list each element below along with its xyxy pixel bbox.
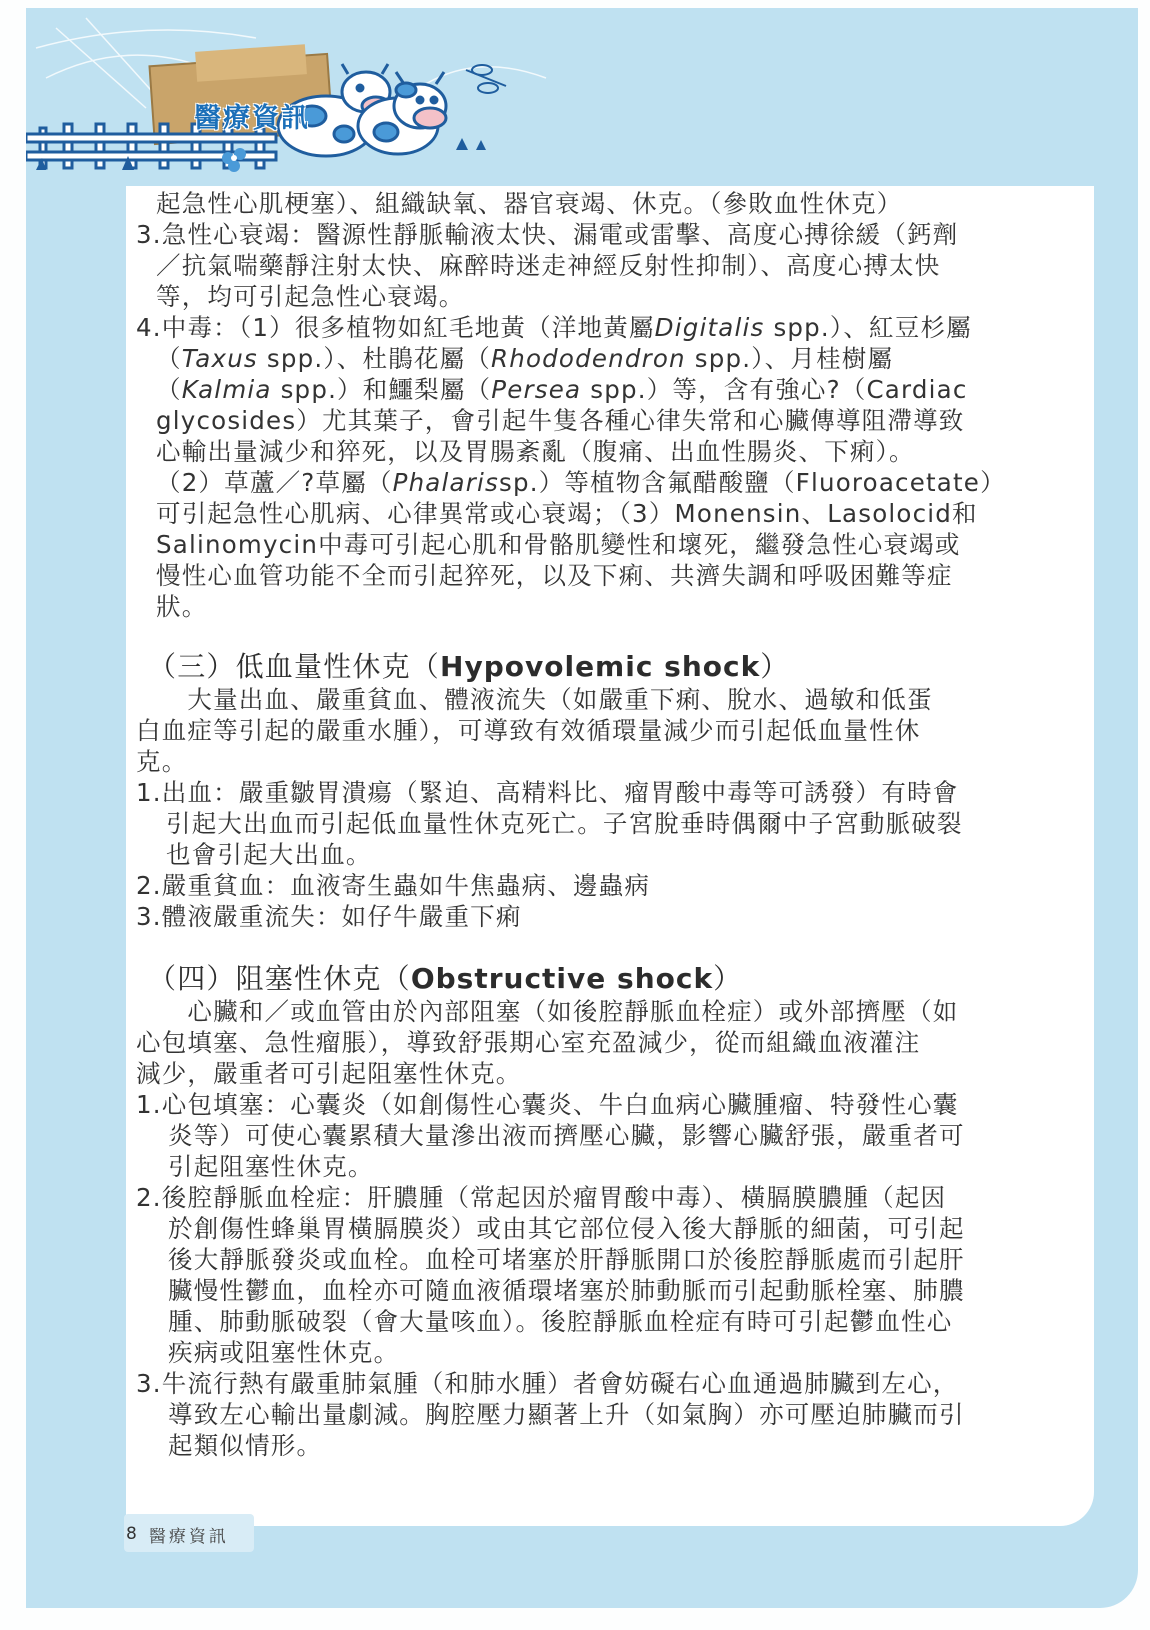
text-line: 心包填塞、急性瘤脹），導致舒張期心室充盈減少，從而組織血液灌注 xyxy=(136,1028,921,1057)
text-line: 疾病或阻塞性休克。 xyxy=(168,1338,400,1367)
text-line: 導致左心輸出量劇減。胸腔壓力顯著上升（如氣胸）亦可壓迫肺臟而引 xyxy=(168,1400,965,1429)
article-body xyxy=(136,188,1096,1461)
text-line: 起類似情形。 xyxy=(168,1431,323,1460)
text-line: 於創傷性蜂巢胃橫膈膜炎）或由其它部位侵入後大靜脈的細菌，可引起 xyxy=(168,1214,965,1243)
text-line: 引起阻塞性休克。 xyxy=(168,1152,374,1181)
section-heading: （四）阻塞性休克（Obstructive shock） xyxy=(148,962,743,995)
text-line: 心臟和／或血管由於內部阻塞（如後腔靜脈血栓症）或外部擠壓（如 xyxy=(136,997,959,1026)
dragonfly-icon xyxy=(466,65,506,93)
text-line: Salinomycin中毒可引起心肌和骨骼肌變性和壞死，繼發急性心衰竭或 xyxy=(156,530,961,559)
text-line: 也會引起大出血。 xyxy=(166,840,372,869)
text-line: 減少，嚴重者可引起阻塞性休克。 xyxy=(136,1059,522,1088)
text-line: 1.出血：嚴重皺胃潰瘍（緊迫、高精料比、瘤胃酸中毒等可誘發）有時會 xyxy=(136,778,959,807)
text-line: ／抗氣喘藥靜注射太快、麻醉時迷走神經反射性抑制）、高度心搏太快 xyxy=(156,251,941,280)
text-line: 臟慢性鬱血，血栓亦可隨血液循環堵塞於肺動脈而引起動脈栓塞、肺膿 xyxy=(168,1276,965,1305)
text-line: 後大靜脈發炎或血栓。血栓可堵塞於肝靜脈開口於後腔靜脈處而引起肝 xyxy=(168,1245,965,1274)
spacer xyxy=(136,622,1096,650)
text-line: 2.後腔靜脈血栓症：肝膿腫（常起因於瘤胃酸中毒）、橫膈膜膿腫（起因 xyxy=(136,1183,947,1212)
text-line: 3.急性心衰竭：醫源性靜脈輸液太快、漏電或雷擊、高度心搏徐緩（鈣劑 xyxy=(136,220,959,249)
page-footer xyxy=(126,1516,229,1552)
text-line: （Taxus spp.）、杜鵑花屬（Rhododendron spp.）、月桂樹屬 xyxy=(156,344,894,373)
text-line: 3.牛流行熱有嚴重肺氣腫（和肺水腫）者會妨礙右心血通過肺臟到左心， xyxy=(136,1369,959,1398)
text-line: 1.心包填塞：心囊炎（如創傷性心囊炎、牛白血病心臟腫瘤、特發性心囊 xyxy=(136,1090,959,1119)
text-line: （2）草蘆／?草屬（Phalarissp.）等植物含氟醋酸鹽（Fluoroacetate） xyxy=(156,468,1006,497)
text-line: 引起大出血而引起低血量性休克死亡。子宮脫垂時偶爾中子宮動脈破裂 xyxy=(166,809,963,838)
header-title: 醫療資訊 xyxy=(194,103,310,134)
cow-fence-illustration xyxy=(26,8,1138,186)
footer-label: 醫療資訊 xyxy=(148,1526,229,1547)
spacer xyxy=(136,932,1096,962)
text-line: 2.嚴重貧血：血液寄生蟲如牛焦蟲病、邊蟲病 xyxy=(136,871,651,900)
text-line: 腫、肺動脈破裂（會大量咳血）。後腔靜脈血栓症有時可引起鬱血性心 xyxy=(168,1307,953,1336)
page-number: 8 xyxy=(126,1524,137,1544)
text-line: 3.體液嚴重流失：如仔牛嚴重下痢 xyxy=(136,902,522,931)
text-line: （Kalmia spp.）和鱷梨屬（Persea spp.）等，含有強心?（Cardiac xyxy=(156,375,968,404)
header-banner xyxy=(26,8,1138,186)
text-line: 狀。 xyxy=(156,592,208,621)
text-line: 心輸出量減少和猝死，以及胃腸紊亂（腹痛、出血性腸炎、下痢）。 xyxy=(156,437,915,466)
text-line: 起急性心肌梗塞）、組織缺氧、器官衰竭、休克。（參敗血性休克） xyxy=(156,189,903,218)
text-line: 炎等）可使心囊累積大量滲出液而擠壓心臟，影響心臟舒張，嚴重者可 xyxy=(168,1121,965,1150)
text-line: 4.中毒：（1）很多植物如紅毛地黃（洋地黃屬Digitalis spp.）、紅豆杉屬 xyxy=(136,313,972,342)
left-margin-strip xyxy=(26,186,126,1526)
text-line: 白血症等引起的嚴重水腫），可導致有效循環量減少而引起低血量性休 xyxy=(136,716,921,745)
text-line: glycosides）尤其葉子，會引起牛隻各種心律失常和心臟傳導阻滯導致 xyxy=(156,406,965,435)
text-line: 大量出血、嚴重貧血、體液流失（如嚴重下痢、脫水、過敏和低蛋 xyxy=(136,685,933,714)
text-line: 等，均可引起急性心衰竭。 xyxy=(156,282,465,311)
text-line: 克。 xyxy=(136,747,188,776)
text-line: 慢性心血管功能不全而引起猝死，以及下痢、共濟失調和呼吸困難等症 xyxy=(156,561,953,590)
section-heading: （三）低血量性休克（Hypovolemic shock） xyxy=(148,650,790,683)
text-line: 可引起急性心肌病、心律異常或心衰竭；（3）Monensin、Lasolocid和 xyxy=(156,499,978,528)
